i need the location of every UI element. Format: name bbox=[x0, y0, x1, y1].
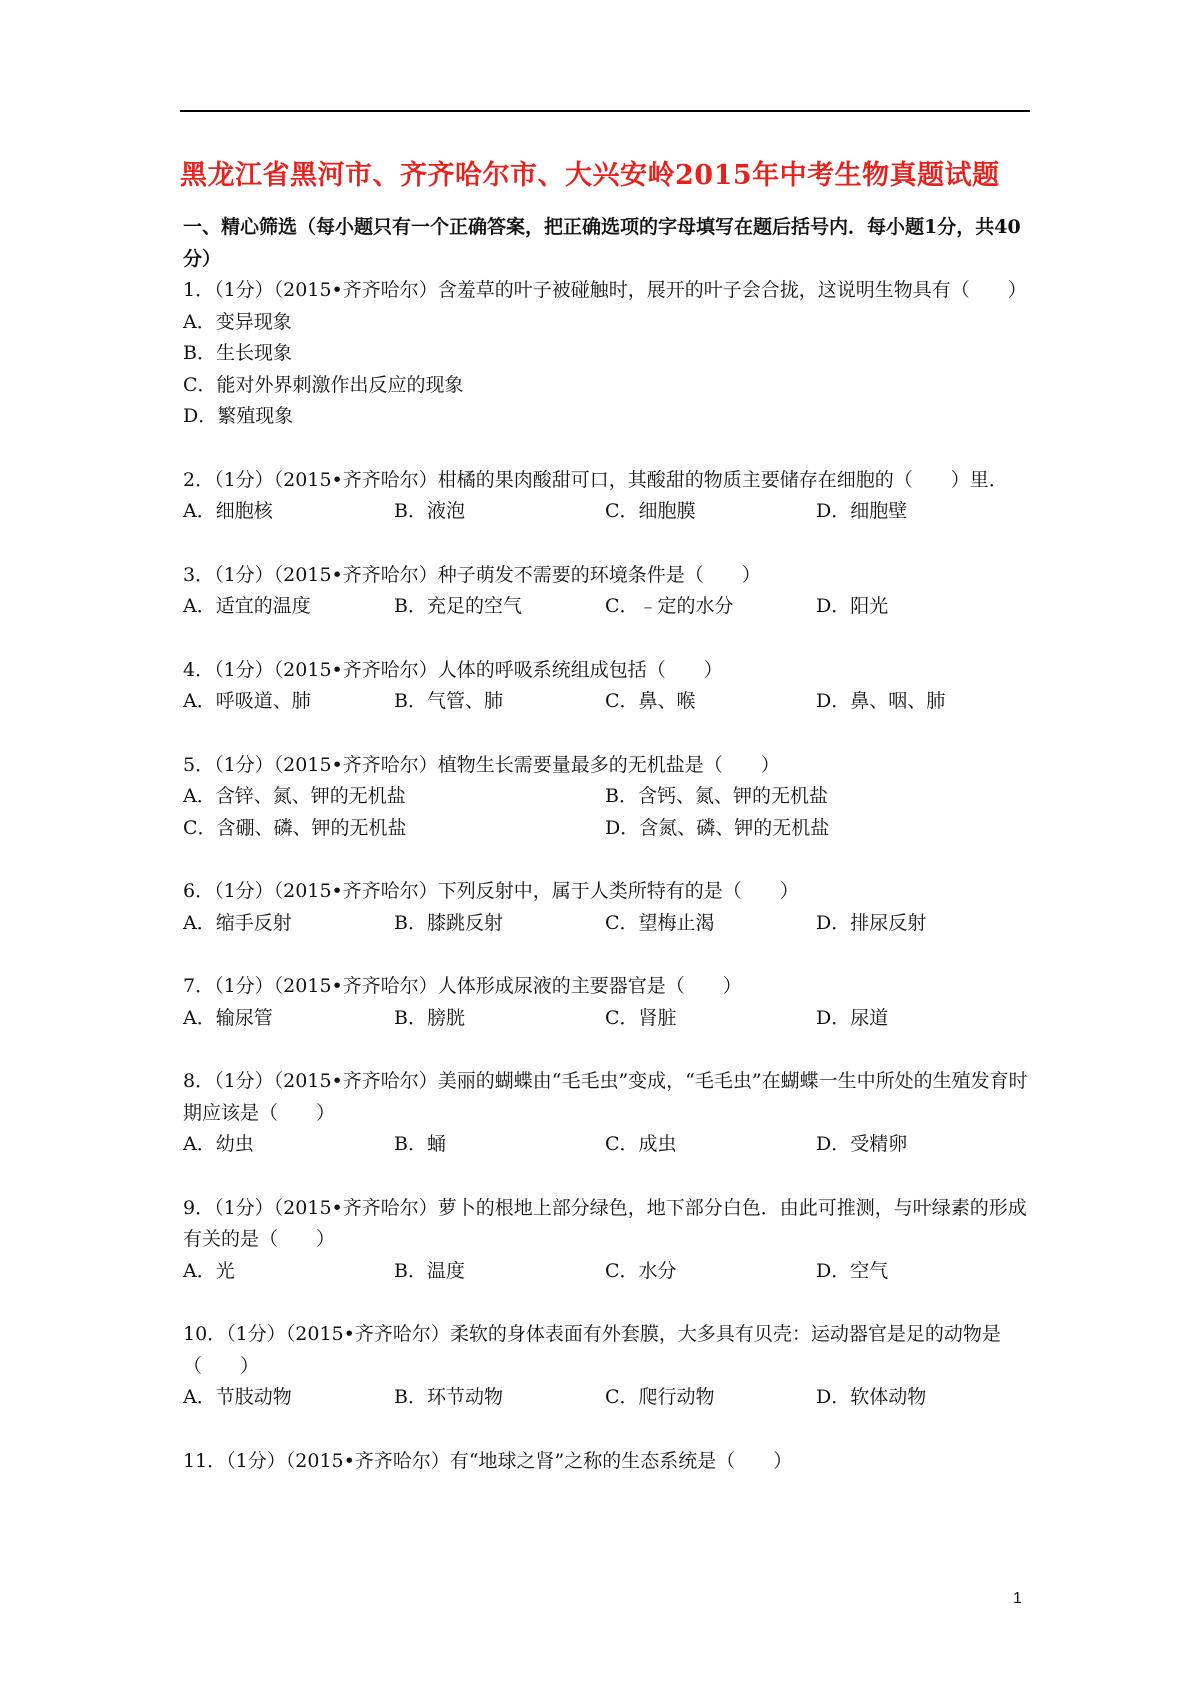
options-row bbox=[183, 781, 1033, 813]
question-5 bbox=[183, 750, 1033, 845]
option-d: D．受精卵 bbox=[816, 1133, 908, 1155]
question-stem: 9．（1分）（2015•齐齐哈尔）萝卜的根地上部分绿色，地下部分白色．由此可推测，与叶绿素的形成有关的是（ ） bbox=[183, 1196, 1027, 1250]
option-b: B．膀胱 bbox=[394, 1006, 465, 1029]
options-row bbox=[183, 591, 1033, 623]
option-d: D．空气 bbox=[816, 1259, 889, 1282]
option-b: B．生长现象 bbox=[183, 342, 292, 364]
option-a: A．输尿管 bbox=[183, 1006, 273, 1029]
question-stem: 5．（1分）（2015•齐齐哈尔）植物生长需要量最多的无机盐是（ ） bbox=[183, 753, 780, 776]
options-row bbox=[183, 1003, 1033, 1035]
option-c: C．成虫 bbox=[605, 1133, 677, 1155]
option-a: A．适宜的温度 bbox=[183, 595, 311, 617]
question-6 bbox=[183, 876, 1033, 939]
option-c: C．望梅止渴 bbox=[605, 911, 715, 934]
question-stem: 10．（1分）（2015•齐齐哈尔）柔软的身体表面有外套膜，大多具有贝壳：运动器官是足的动物是（ ） bbox=[183, 1323, 1001, 1377]
option-c: C．能对外界刺激作出反应的现象 bbox=[183, 373, 464, 396]
option-a: A．呼吸道、肺 bbox=[183, 690, 311, 712]
option-b: B．液泡 bbox=[394, 500, 465, 522]
option-d: D．细胞壁 bbox=[816, 500, 908, 522]
question-4 bbox=[183, 655, 1033, 718]
page-number: 1 bbox=[1013, 1590, 1022, 1607]
option-a: A．光 bbox=[183, 1259, 235, 1282]
question-8 bbox=[183, 1066, 1033, 1161]
option-b: B．温度 bbox=[394, 1259, 465, 1282]
question-stem: 8．（1分）（2015•齐齐哈尔）美丽的蝴蝶由“毛毛虫”变成，“毛毛虫”在蝴蝶一生中所处的生殖发育时期应该是（ ） bbox=[183, 1070, 1028, 1124]
option-a: A．细胞核 bbox=[183, 500, 273, 522]
options-row bbox=[183, 908, 1033, 940]
options-row bbox=[183, 1256, 1033, 1288]
option-b: B．气管、肺 bbox=[394, 690, 503, 712]
option-c: C．鼻、喉 bbox=[605, 690, 696, 712]
option-a: A．变异现象 bbox=[183, 310, 292, 333]
option-b: B．含钙、氮、钾的无机盐 bbox=[605, 785, 828, 807]
question-2 bbox=[183, 465, 1033, 528]
option-c: C．细胞膜 bbox=[605, 500, 696, 522]
question-stem: 4．（1分）（2015•齐齐哈尔）人体的呼吸系统组成包括（ ） bbox=[183, 658, 723, 681]
option-d: D．尿道 bbox=[816, 1006, 889, 1029]
options-row bbox=[183, 1129, 1033, 1161]
options-row bbox=[183, 686, 1033, 718]
option-a: A．缩手反射 bbox=[183, 911, 292, 934]
option-b: B．充足的空气 bbox=[394, 595, 522, 617]
option-c: C．含硼、磷、钾的无机盐 bbox=[183, 816, 407, 839]
question-3 bbox=[183, 560, 1033, 623]
question-7 bbox=[183, 971, 1033, 1034]
option-c: C．肾脏 bbox=[605, 1006, 677, 1029]
options-row bbox=[183, 496, 1033, 528]
exam-content bbox=[183, 212, 1033, 1477]
options-row bbox=[183, 813, 1033, 845]
option-d: D．排尿反射 bbox=[816, 911, 927, 934]
option-a: A．含锌、氮、钾的无机盐 bbox=[183, 785, 406, 807]
option-b: B．膝跳反射 bbox=[394, 911, 503, 934]
option-a: A．幼虫 bbox=[183, 1133, 254, 1155]
question-1 bbox=[183, 275, 1033, 433]
option-c: C．水分 bbox=[605, 1259, 677, 1282]
question-stem: 3．（1分）（2015•齐齐哈尔）种子萌发不需要的环境条件是（ ） bbox=[183, 563, 761, 586]
question-stem: 2．（1分）（2015•齐齐哈尔）柑橘的果肉酸甜可口，其酸甜的物质主要储存在细胞的（ ）里． bbox=[183, 468, 1008, 491]
options-row bbox=[183, 1382, 1033, 1414]
question-stem: 7．（1分）（2015•齐齐哈尔）人体形成尿液的主要器官是（ ） bbox=[183, 975, 742, 997]
option-b: B．蛹 bbox=[394, 1133, 446, 1155]
question-10 bbox=[183, 1319, 1033, 1414]
header-rule bbox=[180, 110, 1030, 112]
question-stem: 6．（1分）（2015•齐齐哈尔）下列反射中，属于人类所特有的是（ ） bbox=[183, 880, 799, 902]
question-stem: 11．（1分）（2015•齐齐哈尔）有“地球之肾”之称的生态系统是（ ） bbox=[183, 1449, 793, 1472]
page-title: 黑龙江省黑河市、齐齐哈尔市、大兴安岭2015年中考生物真题试题 bbox=[180, 160, 1000, 191]
option-c: C．爬行动物 bbox=[605, 1386, 715, 1408]
option-d: D．软体动物 bbox=[816, 1386, 927, 1408]
option-c: C．﹣定的水分 bbox=[605, 595, 734, 617]
option-d: D．阳光 bbox=[816, 595, 889, 617]
option-d: D．繁殖现象 bbox=[183, 405, 294, 427]
option-a: A．节肢动物 bbox=[183, 1386, 292, 1408]
option-b: B．环节动物 bbox=[394, 1386, 503, 1408]
question-11 bbox=[183, 1446, 1033, 1478]
section-heading: 一、精心筛选（每小题只有一个正确答案，把正确选项的字母填写在题后括号内．每小题1分，共40分） bbox=[183, 216, 1021, 270]
question-stem: 1．（1分）（2015•齐齐哈尔）含羞草的叶子被碰触时，展开的叶子会合拢，这说明生物具有（ ） bbox=[183, 279, 1027, 301]
option-d: D．鼻、咽、肺 bbox=[816, 690, 946, 712]
question-9 bbox=[183, 1193, 1033, 1288]
option-d: D．含氮、磷、钾的无机盐 bbox=[605, 816, 830, 839]
